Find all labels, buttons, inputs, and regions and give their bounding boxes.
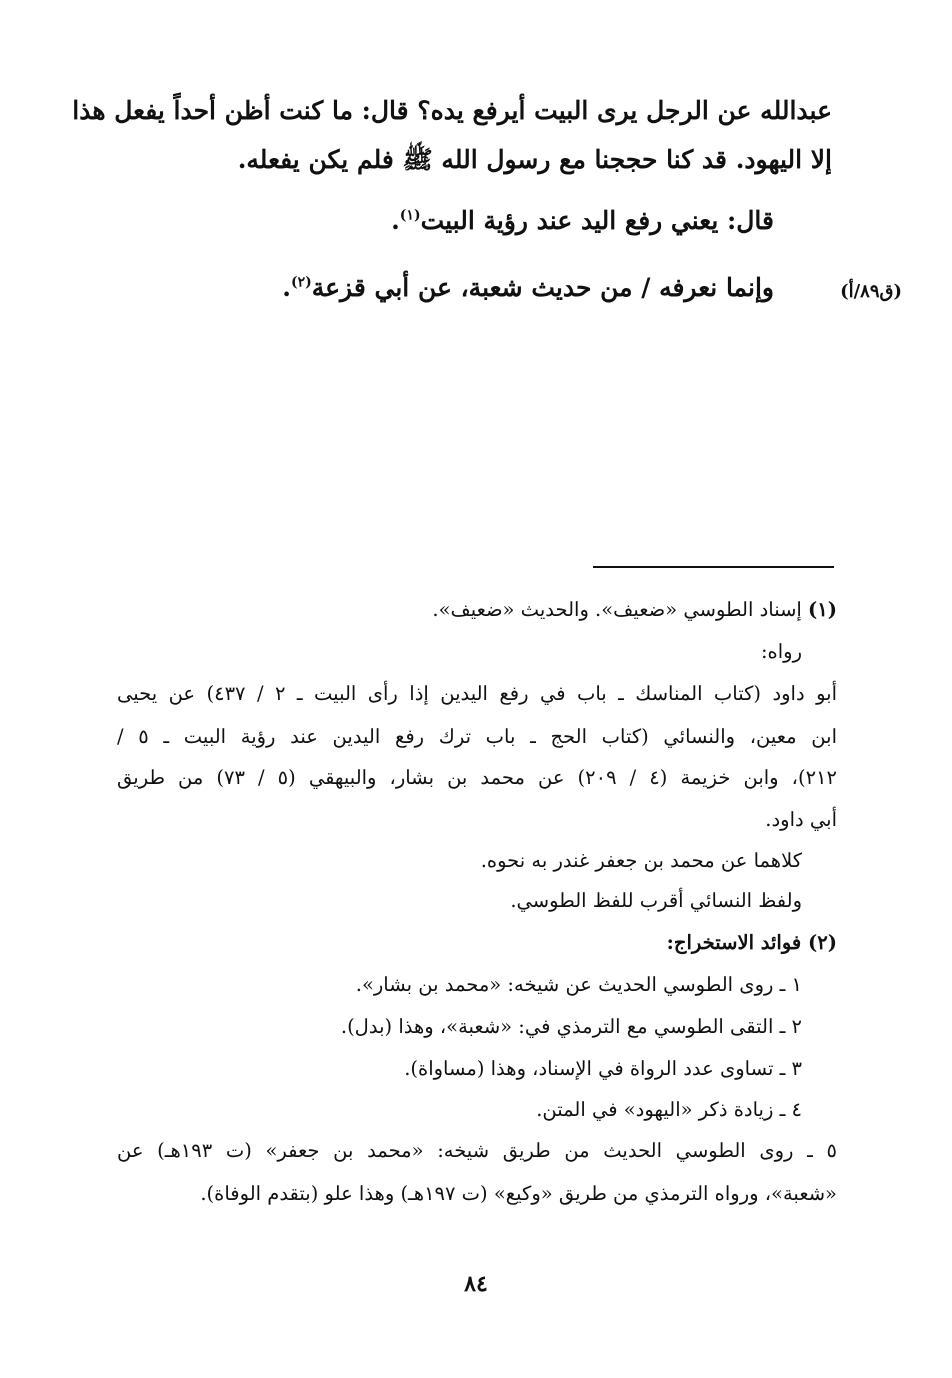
footnote-1-body-line-2: ابن معين، والنسائي (كتاب الحج ـ باب ترك رفع اليدين عند رؤية البيت ـ ٥ /	[117, 725, 837, 748]
footnote-2-title: فوائد الاستخراج:	[666, 931, 802, 954]
footnote-2-item-5-line-2: «شعبة»، ورواه الترمذي من طريق «وكيع» (ت ١٩٧هـ) وهذا علو (بتقدم الوفاة).	[200, 1182, 837, 1205]
footnote-1-header	[432, 600, 837, 620]
footnote-2-item-3: ٣ ـ تساوى عدد الرواة في الإسناد، وهذا (مساواة).	[404, 1057, 802, 1080]
footnote-1-extra-line-2: ولفظ النسائي أقرب للفظ الطوسي.	[510, 889, 802, 912]
qal-text: قال: يعني رفع اليد عند رؤية البيت	[420, 206, 774, 235]
qal-end: .	[391, 206, 400, 235]
footnote-ref-1: (١)	[399, 207, 421, 224]
footnote-1-body-line-1: أبو داود (كتاب المناسك ـ باب في رفع اليدين إذا رأى البيت ـ ٢ / ٤٣٧) عن يحيى	[117, 682, 837, 705]
main-text-qal-line	[391, 208, 774, 233]
page-number: ٨٤	[464, 1271, 488, 1297]
footnote-2-item-1: ١ ـ روى الطوسي الحديث عن شيخه: «محمد بن بشار».	[355, 973, 802, 996]
footnote-ref-2: (٢)	[290, 274, 312, 291]
footnote-1-extra-line-1: كلاهما عن محمد بن جعفر غندر به نحوه.	[480, 849, 802, 872]
main-text-line-2: إلا اليهود. قد كنا حججنا مع رسول الله ﷺ فلم يكن يفعله.	[237, 145, 832, 174]
main-text-line-1: عبدالله عن الرجل يرى البيت أيرفع يده؟ قال: ما كنت أظن أحداً يفعل هذا	[72, 96, 832, 125]
footnote-1-body-line-3: ٢١٢)، وابن خزيمة (٤ / ٢٠٩) عن محمد بن بشار، والبيهقي (٥ / ٧٣) من طريق	[117, 766, 837, 789]
footnote-1-title: إسناد الطوسي «ضعيف». والحديث «ضعيف».	[432, 598, 802, 621]
manuscript-margin-note: (ق٨٩/أ)	[840, 281, 902, 302]
footnote-2-item-2: ٢ ـ التقى الطوسي مع الترمذي في: «شعبة»، وهذا (بدل).	[340, 1015, 802, 1038]
last-line-end: .	[282, 273, 291, 302]
footnote-1-rawah: رواه:	[760, 640, 802, 663]
footnote-separator	[593, 566, 834, 568]
footnote-2-item-4: ٤ ـ زيادة ذكر «اليهود» في المتن.	[536, 1098, 802, 1121]
footnote-1-body-line-4: أبي داود.	[765, 808, 837, 831]
footnote-1-marker: (١)	[808, 598, 837, 621]
footnote-2-marker: (٢)	[808, 931, 837, 954]
main-text-last-line	[282, 275, 774, 300]
last-line-text: وإنما نعرفه / من حديث شعبة، عن أبي قزعة	[311, 273, 774, 302]
footnote-2-item-5-line-1: ٥ ـ روى الطوسي الحديث من طريق شيخه: «محمد بن جعفر» (ت ١٩٣هـ) عن	[117, 1139, 837, 1162]
footnote-2-header	[667, 933, 837, 953]
